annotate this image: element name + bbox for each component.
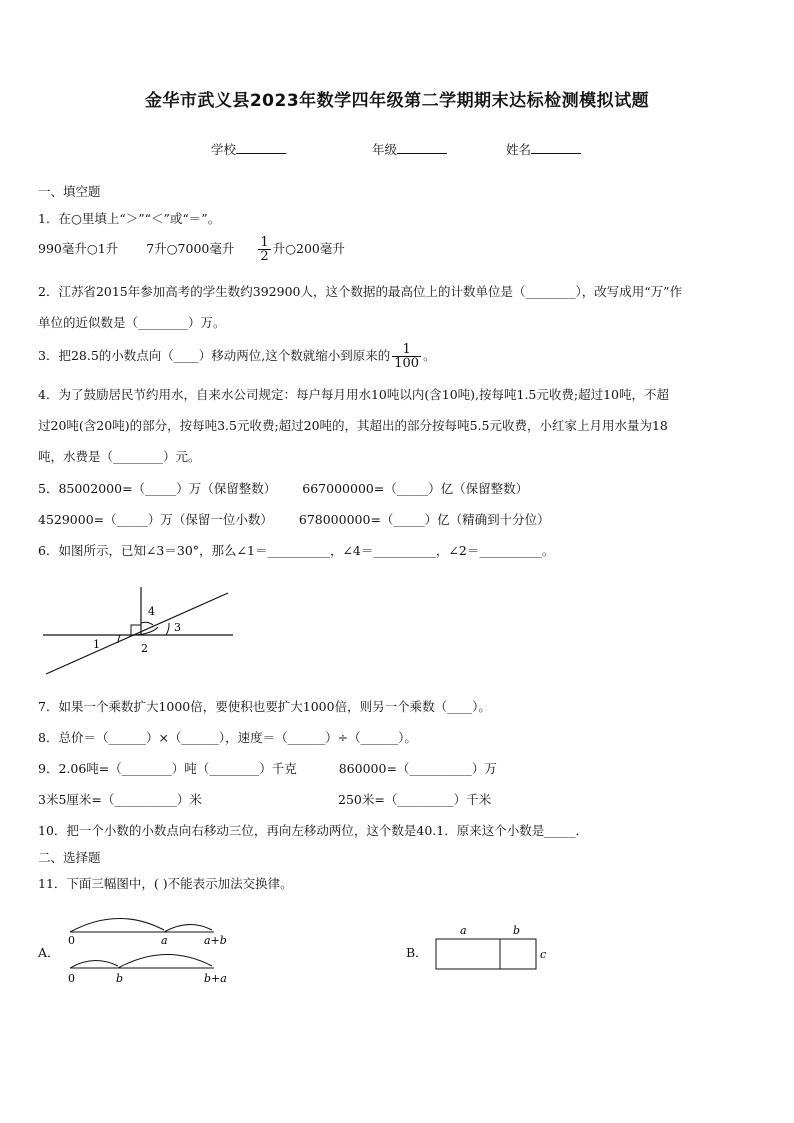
question-4-line2: 过20吨(含20吨)的部分，按每吨3.5元收费;超过20吨的，其超出的部分按每吨5.5元收费，小红家上月用水量为18 (38, 418, 668, 433)
question-4-line3: 吨，水费是（________）元。 (38, 449, 201, 464)
question-1-items (38, 236, 345, 263)
q3-fraction-denominator: 100 (394, 356, 420, 371)
section-fill-blanks: 一、填空题 (38, 184, 101, 199)
grade-field (372, 140, 447, 158)
section-multiple-choice: 二、选择题 (38, 850, 101, 865)
q9-c: 3米5厘米=（__________）米 (38, 792, 202, 807)
angle-4-arc (141, 622, 153, 625)
question-10: 10．把一个小数的小数点向右移动三位，再向左移动两位，这个数是40.1．原来这个小数是_____． (38, 823, 588, 838)
school-label: 学校 (211, 142, 237, 157)
diagonal-line (46, 593, 228, 674)
name-blank[interactable] (531, 141, 581, 154)
grade-label: 年级 (372, 142, 398, 157)
q1-item-b: 7升○7000毫升 (146, 241, 235, 256)
question-11-text: 11．下面三幅图中，( )不能表示加法交换律。 (38, 876, 293, 891)
q9-b: 860000=（__________）万 (338, 761, 497, 776)
option-b-figure (430, 920, 560, 980)
question-3 (38, 343, 436, 370)
q1-item-c-rest: 升○200毫升 (272, 241, 345, 256)
question-5-line1 (38, 479, 528, 497)
q3-fraction (392, 343, 421, 370)
option-b-rectangle (436, 939, 536, 969)
q5-line1b: 667000000=（_____）亿（保留整数） (302, 481, 529, 496)
option-b-label-b: b (513, 924, 521, 937)
angle-label-3: 3 (174, 621, 181, 634)
angle-label-1: 1 (93, 638, 100, 651)
option-a-bottom-tick-ba: b+a (204, 972, 227, 985)
q1-fraction-numerator: 1 (260, 235, 269, 250)
name-field (506, 140, 581, 158)
option-a-figure (64, 910, 244, 990)
option-b-label-a: a (460, 924, 467, 937)
q3-fraction-numerator: 1 (392, 343, 421, 357)
school-blank[interactable] (236, 141, 286, 154)
question-7: 7．如果一个乘数扩大1000倍，要使积也要扩大1000倍，则另一个乘数（____）。 (38, 699, 491, 714)
option-a-top-tick-a: a (161, 934, 168, 947)
option-a-top-arc-1 (70, 918, 164, 932)
page-title: 金华市武义县2023年数学四年级第二学期期末达标检测模拟试题 (144, 91, 650, 111)
question-9-line2 (38, 790, 202, 808)
option-a-bottom-arc-2 (118, 954, 212, 968)
question-1-text: 1．在○里填上“＞”“＜”或“＝”。 (38, 211, 221, 226)
option-a-bottom-tick-b: b (116, 972, 124, 985)
question-2-line1: 2．江苏省2015年参加高考的学生数约392900人，这个数据的最高位上的计数单位是（________），改写成用“万”作 (38, 284, 683, 299)
q3-post: 。 (423, 348, 436, 363)
angle-3-arc (166, 623, 169, 635)
school-field (211, 140, 286, 158)
angle-label-2: 2 (141, 642, 148, 655)
option-a-bottom-tick-0: 0 (68, 972, 75, 985)
name-label: 姓名 (506, 142, 532, 157)
question-4-line1: 4．为了鼓励居民节约用水，自来水公司规定：每户每月用水10吨以内(含10吨),按每吨1.5元收费;超过10吨，不超 (38, 387, 669, 402)
q1-fraction-denominator: 2 (260, 249, 269, 264)
q11-option-b-label[interactable]: B． (406, 945, 428, 960)
question-6-text: 6．如图所示，已知∠3＝30°，那么∠1＝__________，∠4＝__________，∠2＝__________。 (38, 543, 555, 558)
q1-fraction (258, 236, 270, 263)
q5-line1a: 5．85002000=（_____）万（保留整数） (38, 481, 277, 496)
question-2-line2: 单位的近似数是（________）万。 (38, 315, 226, 330)
option-a-top-tick-ab: a+b (204, 934, 227, 947)
q5-line2b: 678000000=（_____）亿（精确到十分位） (298, 512, 550, 527)
question-9-line1 (38, 759, 497, 777)
q11-option-a-label[interactable]: A． (38, 945, 60, 960)
angle-label-4: 4 (148, 605, 155, 618)
question-5-line2 (38, 510, 550, 528)
option-a-bottom-arc-1 (70, 960, 118, 968)
question-9-line2-right (338, 790, 491, 808)
q9-a: 9．2.06吨=（________）吨（________）千克 (38, 761, 297, 776)
option-b-label-c: c (540, 948, 547, 961)
option-a-top-arc-2 (164, 924, 212, 932)
grade-blank[interactable] (397, 141, 447, 154)
q9-d: 250米=（_________）千米 (338, 792, 492, 807)
q1-item-a: 990毫升○1升 (38, 241, 119, 256)
angle-figure (38, 585, 238, 680)
question-8: 8．总价＝（______）×（______），速度＝（______）÷（______）。 (38, 730, 417, 745)
q5-line2a: 4529000=（_____）万（保留一位小数） (38, 512, 273, 527)
q3-pre: 3．把28.5的小数点向（____）移动两位,这个数就缩小到原来的 (38, 348, 391, 363)
option-a-top-tick-0: 0 (68, 934, 75, 947)
